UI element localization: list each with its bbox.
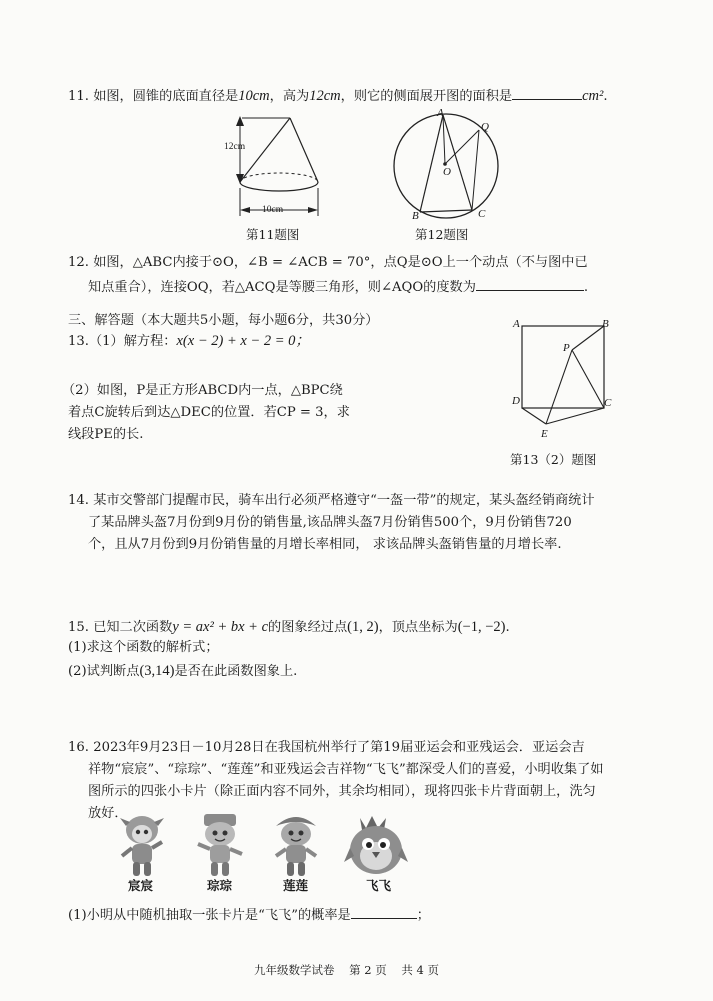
q11-answer-blank[interactable]	[512, 86, 582, 100]
mascot-label-congcong: 琮琮	[207, 878, 233, 893]
q16-answer-blank[interactable]	[351, 905, 417, 919]
fig12-label-A: A	[437, 107, 444, 119]
q14-line1	[68, 493, 595, 510]
q15-sub1: (1)求这个函数的解析式；	[68, 640, 219, 655]
q16-sub1-text: (1)小明从中随机抽取一张卡片是“飞飞”的概率是	[68, 908, 351, 923]
mascot-label-chenchen: 宸宸	[128, 878, 154, 893]
q15-sub2-pre: (2)试判断点	[68, 664, 140, 679]
q16-sub1	[68, 905, 430, 925]
q14-text-1: 某市交警部门提醒市民，骑车出行必须严格遵守“一盔一带”的规定，某头盔经销商统计	[93, 493, 595, 508]
q11-text-mid: ，高为	[269, 89, 310, 104]
q11-diameter: 10cm	[238, 88, 270, 104]
q12-number: 12.	[68, 255, 89, 270]
q14-line3: 个，且从7月份到9月份销售量的月增长率相同， 求该品牌头盔销售量的月增长率.	[88, 537, 562, 552]
q16-number: 16.	[68, 740, 89, 755]
mascot-feifei-image	[342, 812, 412, 880]
q11-height: 12cm	[309, 88, 341, 104]
q11-text-pre: 如图，圆锥的底面直径是	[93, 89, 239, 104]
q16-line4: 放好．	[88, 806, 128, 821]
q12-text-2: 知点重合），连接OQ，若△ACQ是等腰三角形，则∠AQO的度数为	[88, 280, 476, 295]
q15-vertex: (−1, −2)	[457, 619, 506, 635]
q15-number: 15.	[68, 620, 89, 635]
q16-sub1-end: ；	[416, 908, 430, 923]
page-footer: 九年级数学试卷 第 2 页 共 4 页	[254, 963, 439, 977]
section3-title: 三、解答题（本大题共5小题，每小题6分，共30分）	[68, 313, 379, 328]
q13-part1-label: （1）解方程：	[88, 334, 177, 349]
q15-end: .	[505, 620, 510, 635]
q15-function: y = ax² + bx + c	[172, 619, 269, 635]
fig13-label-D: D	[512, 395, 520, 407]
fig12-label-O: O	[443, 166, 451, 178]
q11-number: 11.	[68, 89, 89, 104]
fig12-label-B: B	[412, 210, 419, 222]
fig11-width-label: 10cm	[262, 205, 284, 215]
fig13-label-C: C	[604, 397, 612, 409]
mascot-chenchen-image	[112, 812, 172, 880]
q14-number: 14.	[68, 493, 89, 508]
figure-11-cone	[222, 112, 352, 222]
q13-number: 13.	[68, 334, 89, 349]
fig13-label-E: E	[541, 428, 548, 440]
fig11-height-label: 12cm	[224, 142, 246, 152]
fig13-label-A: A	[513, 318, 520, 330]
q13-part2-line1: （2）如图，P是正方形ABCD内一点，△BPC绕	[62, 383, 343, 398]
q11-end: .	[603, 89, 608, 104]
q12-end: .	[583, 280, 589, 295]
fig13-caption: 第13（2）题图	[510, 452, 597, 467]
fig12-label-C: C	[478, 208, 486, 220]
q13-part2-line2: 着点C旋转后到达△DEC的位置．若CP = 3，求	[68, 405, 350, 420]
fig11-caption: 第11题图	[246, 227, 300, 242]
q16-line1	[68, 740, 585, 757]
q15-sub2-post: 是否在此函数图象上.	[174, 664, 298, 679]
q11-unit: cm²	[582, 88, 604, 104]
q13-part1-equation: x(x − 2) + x − 2 = 0；	[176, 333, 310, 349]
fig12-label-Q: Q	[481, 121, 489, 133]
q16-line3: 图所示的四张小卡片（除正面内容不同外，其余均相同），现将四张卡片背面朝上，洗匀	[88, 784, 596, 799]
q16-line2: 祥物“宸宸”、“琮琮”、“莲莲”和亚残运会吉祥物“飞飞”都深受人们的喜爱，小明收集了如	[88, 762, 604, 777]
q15-text-mid2: ，顶点坐标为	[378, 620, 458, 635]
q12-line2	[88, 277, 588, 297]
q15-point: (1, 2)	[347, 619, 379, 635]
q15-text-pre: 已知二次函数	[93, 620, 173, 635]
q13-part1	[68, 332, 310, 351]
q15-line1	[68, 618, 510, 637]
mascot-label-lianlian: 莲莲	[283, 878, 309, 893]
q12-answer-blank[interactable]	[476, 277, 584, 291]
q12-line1	[68, 255, 588, 272]
q16-text-1: 2023年9月23日－10月28日在我国杭州举行了第19届亚运会和亚残运会．亚运会吉	[93, 740, 585, 755]
q14-line2: 了某品牌头盔7月份到9月份的销售量,该品牌头盔7月份销售500个，9月份销售720	[88, 515, 572, 530]
q15-text-mid: 的图象经过点	[268, 620, 348, 635]
mascot-congcong-image	[190, 812, 250, 880]
mascot-label-feifei: 飞飞	[366, 878, 392, 893]
fig13-label-B: B	[602, 318, 609, 330]
q12-text-1: 如图，△ABC内接于⊙O，∠B = ∠ACB = 70°，点Q是⊙O上一个动点（不与图中已	[93, 255, 588, 270]
q15-sub2	[68, 662, 297, 681]
fig13-label-P: P	[563, 342, 570, 354]
q15-sub2-point: (3,14)	[139, 663, 175, 679]
q11-line	[68, 86, 608, 106]
figure-13-square	[510, 318, 620, 448]
mascot-lianlian-image	[266, 812, 326, 880]
fig12-caption: 第12题图	[415, 227, 469, 242]
q13-part2-line3: 线段PE的长.	[68, 427, 144, 442]
q11-text-post: ，则它的侧面展开图的面积是	[340, 89, 513, 104]
